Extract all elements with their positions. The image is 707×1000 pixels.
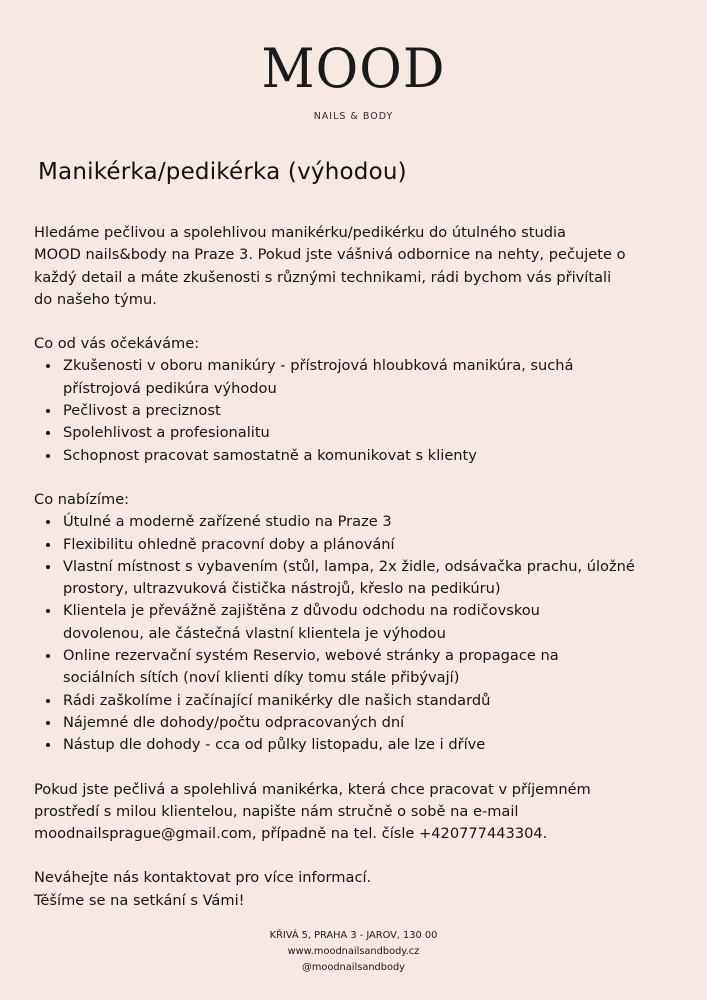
job-description: [34, 222, 684, 912]
instagram-handle: @moodnailsandbody: [302, 962, 405, 973]
job-title: Manikérka/pedikérka (výhodou): [38, 159, 407, 185]
list-item: • Klientela je převážně zajištěna z důvodu odchodu na rodičovskou dovolenou, ale částečná vlastní klientela je výhodou: [61, 600, 684, 645]
intro-paragraph: Hledáme pečlivou a spolehlivou manikérku/pedikérku do útulného studia MOOD nails&body na Praze 3. Pokud jste vášnivá odbornice na nehty, pečujete o každý detail a máte zkušenosti s různými technikami, rádi bychom vás přivítali do našeho týmu.: [34, 224, 626, 308]
brand-tagline: NAILS & BODY: [313, 111, 394, 122]
contact-footer: [0, 928, 707, 976]
closing-paragraph: Pokud jste pečlivá a spolehlivá manikérka, která chce pracovat v příjemném prostředí s milou klientelou, napište nám stručně o sobě na e-mail moodnailsprague@gmail.com, případně na tel. čísle +420777443304.: [34, 780, 591, 843]
list-item: • Nástup dle dohody - cca od půlky listopadu, ale lze i dříve: [61, 734, 684, 756]
list-item: • Pečlivost a preciznost: [61, 400, 684, 422]
address: KŘIVÁ 5, PRAHA 3 - JAROV, 130 00: [269, 930, 438, 941]
list-item: • Schopnost pracovat samostatně a komunikovat s klienty: [61, 445, 684, 467]
offer-list: [34, 511, 684, 756]
brand-logo: MOOD: [261, 37, 446, 101]
expect-heading: Co od vás očekáváme:: [34, 335, 200, 353]
list-item: • Spolehlivost a profesionalitu: [61, 422, 684, 444]
website-link: www.moodnailsandbody.cz: [287, 946, 420, 957]
list-item: • Útulné a moderně zařízené studio na Praze 3: [61, 511, 684, 533]
list-item: • Nájemné dle dohody/počtu odpracovaných dní: [61, 712, 684, 734]
expect-list: [34, 355, 684, 466]
list-item: • Rádi zaškolíme i začínající manikérky dle našich standardů: [61, 690, 684, 712]
list-item: • Vlastní místnost s vybavením (stůl, lampa, 2x židle, odsávačka prachu, úložné prostory, ultrazvuková čistička nástrojů, křeslo na pedikúru): [61, 556, 684, 601]
list-item: • Online rezervační systém Reservio, webové stránky a propagace na sociálních sítích (noví klienti díky tomu stále přibývají): [61, 645, 684, 690]
list-item: • Flexibilitu ohledně pracovní doby a plánování: [61, 534, 684, 556]
offer-heading: Co nabízíme:: [34, 490, 130, 508]
signoff: Neváhejte nás kontaktovat pro více informací. Těšíme se na setkání s Vámi!: [34, 869, 372, 909]
list-item: • Zkušenosti v oboru manikúry - přístrojová hloubková manikúra, suchá přístrojová pedikúra výhodou: [61, 355, 684, 400]
